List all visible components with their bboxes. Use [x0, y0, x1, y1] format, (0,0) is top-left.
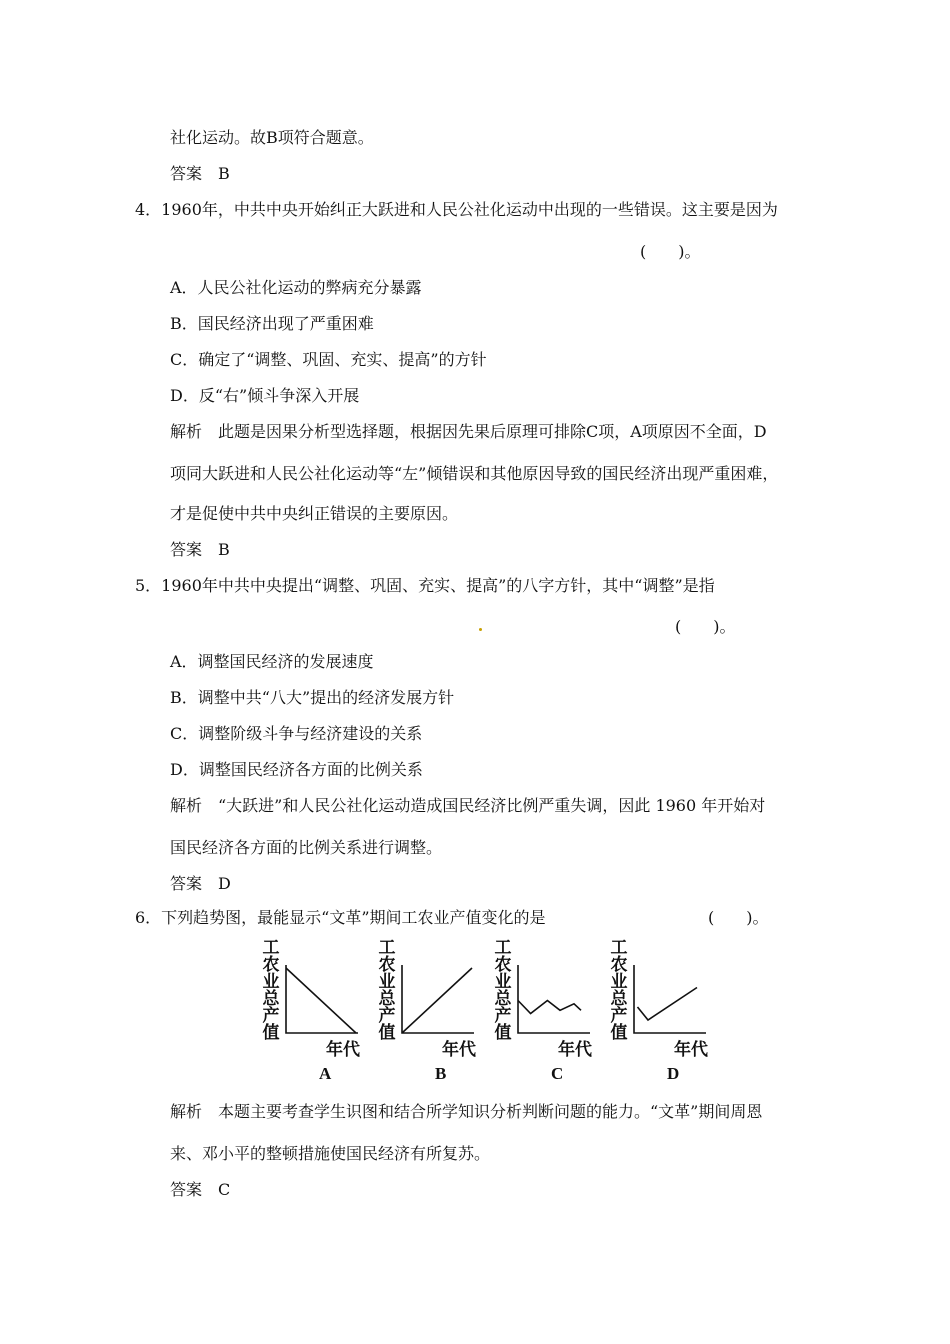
- trend-line: [286, 968, 356, 1033]
- q4-option-d: D．反“右”倾斗争深入开展: [170, 386, 360, 405]
- y-axis-label-char: 业: [494, 972, 512, 992]
- stray-dot: [479, 628, 482, 631]
- question-4: 4．1960年，中共中央开始纠正大跃进和人民公社化运动中出现的一些错误。这主要是因为: [135, 200, 778, 219]
- y-axis-label-char: 产: [262, 1006, 280, 1026]
- trend-line: [518, 1001, 581, 1014]
- y-axis-label-char: 业: [262, 972, 280, 992]
- chart-letter: A: [319, 1064, 332, 1083]
- trend-chart-svg: [262, 940, 372, 1043]
- q4-explanation-2: 项同大跃进和人民公社化运动等“左”倾错误和其他原因导致的国民经济出现严重困难，: [170, 464, 779, 483]
- x-axis-label: 年代: [674, 1040, 708, 1060]
- x-axis-label: 年代: [326, 1040, 360, 1060]
- y-axis-label-char: 总: [494, 989, 512, 1009]
- question-4-blank: ( )。: [640, 242, 701, 261]
- y-axis-label-char: 产: [494, 1006, 512, 1026]
- x-axis-label: 年代: [442, 1040, 476, 1060]
- answer-3: 答案 B: [170, 164, 230, 183]
- chart-letter: D: [667, 1064, 680, 1083]
- q4-option-c: C．确定了“调整、巩固、充实、提高”的方针: [170, 350, 487, 369]
- y-axis-label-char: 总: [610, 989, 628, 1009]
- q5-option-d: D．调整国民经济各方面的比例关系: [170, 760, 423, 779]
- trend-line: [402, 968, 472, 1033]
- y-axis-label-char: 值: [494, 1023, 512, 1043]
- chart-axes: [634, 965, 706, 1033]
- q5-explanation-2: 国民经济各方面的比例关系进行调整。: [170, 838, 443, 857]
- y-axis-label-char: 总: [378, 989, 396, 1009]
- y-axis-label-char: 产: [378, 1006, 396, 1026]
- q4-explanation-3: 才是促使中共中央纠正错误的主要原因。: [170, 504, 459, 523]
- trend-chart-svg: [494, 940, 604, 1043]
- chart-axes: [286, 965, 358, 1033]
- trend-chart-svg: [378, 940, 488, 1043]
- y-axis-label-char: 值: [610, 1023, 628, 1043]
- x-axis-label: 年代: [558, 1040, 592, 1060]
- q4-option-b: B．国民经济出现了严重困难: [170, 314, 374, 333]
- trend-line: [638, 988, 698, 1021]
- question-5-blank: ( )。: [675, 617, 736, 636]
- text-line: 社化运动。故B项符合题意。: [170, 128, 374, 147]
- answer-5: 答案 D: [170, 874, 231, 893]
- answer-4: 答案 B: [170, 540, 230, 559]
- q6-explanation-1: 解析 本题主要考查学生识图和结合所学知识分析判断问题的能力。“文革”期间周恩: [170, 1102, 763, 1121]
- answer-6: 答案 C: [170, 1180, 231, 1199]
- q5-option-b: B．调整中共“八大”提出的经济发展方针: [170, 688, 455, 707]
- question-6-blank: ( )。: [708, 908, 769, 927]
- y-axis-label-char: 农: [610, 955, 628, 975]
- y-axis-label-char: 工: [378, 938, 396, 958]
- q5-explanation-1: 解析 “大跃进”和人民公社化运动造成国民经济比例严重失调，因此 1960 年开始对: [170, 796, 766, 815]
- y-axis-label-char: 工: [610, 938, 628, 958]
- chart-letter: C: [551, 1064, 564, 1083]
- question-6: 6．下列趋势图，最能显示“文革”期间工农业产值变化的是: [135, 908, 546, 927]
- y-axis-label-char: 总: [262, 989, 280, 1009]
- q5-option-a: A．调整国民经济的发展速度: [170, 652, 374, 671]
- chart-axes: [518, 965, 590, 1033]
- q4-explanation-1: 解析 此题是因果分析型选择题，根据因先果后原理可排除C项，A项原因不全面，D: [170, 422, 767, 441]
- y-axis-label-char: 农: [494, 955, 512, 975]
- y-axis-label-char: 值: [378, 1023, 396, 1043]
- y-axis-label-char: 工: [262, 938, 280, 958]
- q5-option-c: C．调整阶级斗争与经济建设的关系: [170, 724, 423, 743]
- y-axis-label-char: 农: [378, 955, 396, 975]
- y-axis-label-char: 农: [262, 955, 280, 975]
- y-axis-label-char: 工: [494, 938, 512, 958]
- y-axis-label-char: 业: [610, 972, 628, 992]
- y-axis-label-char: 值: [262, 1023, 280, 1043]
- y-axis-label-char: 业: [378, 972, 396, 992]
- chart-letter: B: [435, 1064, 447, 1083]
- q6-explanation-2: 来、邓小平的整顿措施使国民经济有所复苏。: [170, 1144, 491, 1163]
- y-axis-label-char: 产: [610, 1006, 628, 1026]
- q4-option-a: A．人民公社化运动的弊病充分暴露: [170, 278, 422, 297]
- trend-chart-svg: [610, 940, 720, 1043]
- question-5: 5．1960年中共中央提出“调整、巩固、充实、提高”的八字方针，其中“调整”是指: [135, 576, 715, 595]
